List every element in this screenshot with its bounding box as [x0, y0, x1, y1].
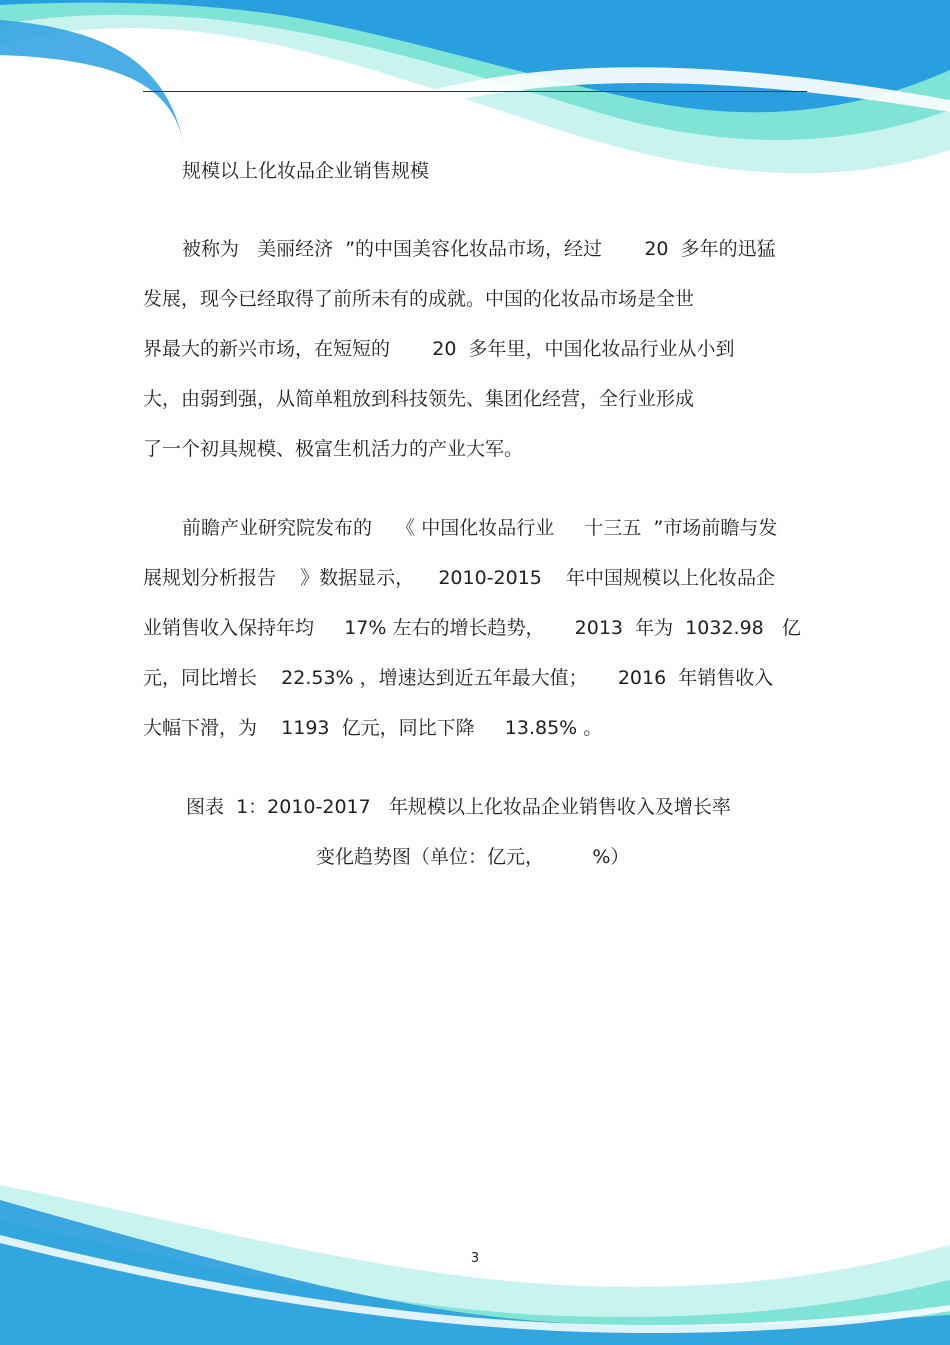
paragraph2-line1: 前瞻产业研究院发布的 《 中国化妆品行业 十三五 ”市场前瞻与发 [182, 517, 778, 539]
top-wave-swoosh [0, 20, 185, 150]
paragraph1-line4: 大，由弱到强，从简单粗放到科技领先、集团化经营，全行业形成 [143, 388, 695, 410]
page-number: 3 [470, 1251, 480, 1266]
figure-caption-line2: 变化趋势图（单位：亿元， %） [316, 846, 630, 868]
paragraph2-line4: 元，同比增长 22.53% ，增速达到近五年最大值； 2016 年销售收入 [143, 667, 774, 689]
paragraph2-line2: 展规划分析报告 》数据显示， 2010-2015 年中国规模以上化妆品企 [143, 567, 776, 589]
top-wave-decoration [0, 0, 950, 230]
paragraph1-line5: 了一个初具规模、极富生机活力的产业大军。 [143, 438, 524, 460]
figure-caption-line1: 图表 1：2010-2017 年规模以上化妆品企业销售收入及增长率 [186, 796, 731, 818]
paragraph2-line5: 大幅下滑，为 1193 亿元，同比下降 13.85% 。 [143, 717, 603, 739]
header-rule [143, 91, 807, 92]
paragraph1-line2: 发展，现今已经取得了前所未有的成就。中国的化妆品市场是全世 [143, 288, 695, 310]
paragraph2-line3: 业销售收入保持年均 17% 左右的增长趋势， 2013 年为 1032.98 亿 [143, 617, 801, 639]
paragraph1-line3: 界最大的新兴市场，在短短的 20 多年里，中国化妆品行业从小到 [143, 338, 735, 360]
paragraph1-line1: 被称为 美丽经济 ”的中国美容化妆品市场，经过 20 多年的迅猛 [182, 238, 776, 260]
section-heading: 规模以上化妆品企业销售规模 [182, 160, 430, 182]
